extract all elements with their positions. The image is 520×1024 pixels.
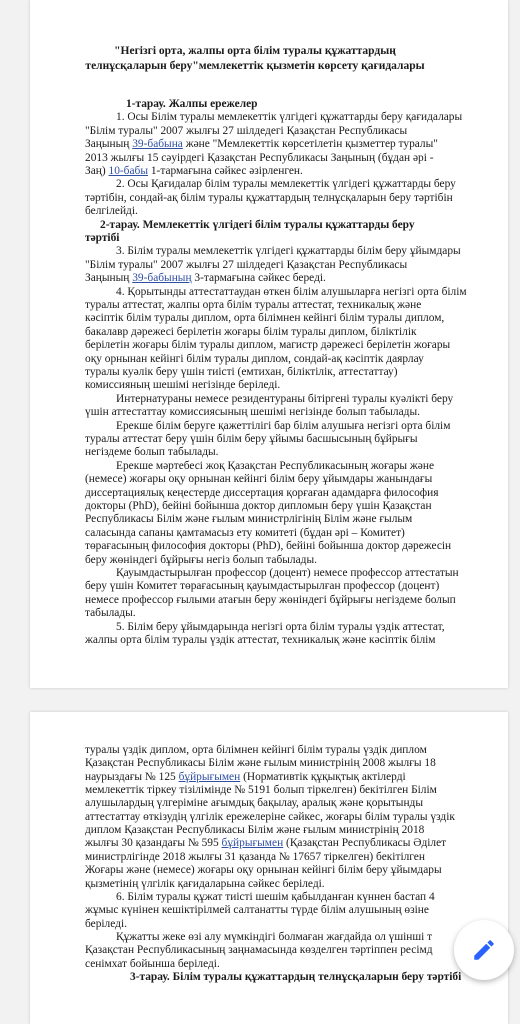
paragraph-line (85, 272, 505, 285)
paragraph-line (85, 878, 505, 891)
paragraph-line (85, 607, 505, 620)
text-run: Интернатураны немесе резидентураны бітіргені туралы куәлікті беру (116, 392, 454, 405)
text-run: беру жөніндегі бұйрығы негіз болып табылады. (85, 553, 317, 566)
text-run: Заң) (85, 165, 109, 177)
text-run: докторы (PhD), бейіні бойынша доктор дипломын беру үшін Қазақстан (85, 500, 432, 512)
paragraph-line (116, 460, 520, 473)
law-reference-link[interactable]: 39-бабының (132, 272, 192, 285)
text-run: туралы аттестат беру үшін білім беру ұйымы басшысының бұйрығы (85, 433, 418, 445)
paragraph-line (116, 286, 520, 299)
paragraph-line (85, 594, 505, 607)
text-run: сенімхат бойынша беріледі. (85, 957, 220, 970)
text-run: төрағасының философия докторы (PhD), бейіні бойынша доктор дәрежесін (85, 540, 452, 553)
text-run: жұмыс күнінен кешіктірілмей салтанатты түрде білім алушының өзіне (85, 904, 429, 917)
paragraph-line (85, 406, 505, 419)
paragraph-line (116, 567, 520, 580)
text-run: 3. Білім туралы мемлекеттік үлгідегі құжаттарды білім беру ұйымдары (116, 245, 461, 258)
text-run: үшін аттестаттау комиссиясының шешімі негізінде болып табылады. (85, 406, 420, 419)
text-run: Республикасы Білім және ғылым министрлігінің Білім және ғылым (85, 513, 413, 526)
text-run: "Білім туралы" 2007 жылғы 27 шілдедегі Қазақстан Республикасы (85, 258, 408, 271)
text-run: Жоғары және (немесе) жоғары оқу орнынан кейінгі білім беру ұйымдары (85, 864, 442, 877)
text-run: 1. Осы Білім туралы мемлекеттік үлгідегі құжаттарды беру қағидалары (116, 111, 463, 124)
paragraph-line (85, 446, 505, 459)
paragraph-line (85, 837, 505, 850)
paragraph-line (85, 165, 505, 178)
text-run: Қазақстан Республикасының заңнамасында көзделген тәртіппен ресімд (85, 944, 433, 957)
paragraph-line (85, 904, 505, 917)
paragraph-line (85, 513, 505, 526)
text-run: наурыздағы № 125 (85, 770, 179, 783)
text-run: қызметінің үлгілік қағидаларына сәйкес беріледі. (85, 877, 325, 890)
text-run: саласында сапаны қамтамасыз ету комитеті (бұдан әрі – Комитет) (85, 526, 405, 539)
paragraph-line (85, 958, 505, 971)
text-run: 1-тармағына сәйкес әзірленген. (147, 165, 303, 177)
text-run: жылғы 30 қазандағы № 595 (85, 837, 222, 850)
paragraph-line (85, 527, 505, 540)
text-run: тәртібі (85, 232, 120, 244)
paragraph-line (116, 891, 520, 904)
text-run: Ерекше білім беруге қажеттілігі бар білім алушыға негізгі орта білім (116, 419, 451, 432)
paragraph-line (116, 393, 520, 406)
text-run: аттестаттау өткізудің үлгілік ережелеріне сәйкес, жоғары білім туралы үздік (85, 810, 455, 823)
paragraph-line (85, 299, 505, 312)
text-run: 3-тарау. Білім туралы құжаттардың телнұсқаларын беру тәртібі (130, 970, 462, 983)
paragraph-line (85, 851, 505, 864)
text-run: 6. Білім туралы құжат тиісті шешім қабылданған күннен бастап 4 (116, 890, 435, 903)
paragraph-line (85, 540, 505, 553)
paragraph-line (116, 111, 520, 124)
paragraph-line (85, 326, 505, 339)
text-run: комиссияның шешімі негізінде беріледі. (85, 379, 281, 392)
text-run: "Білім туралы" 2007 жылғы 27 шілдедегі Қазақстан Республикасы (85, 124, 408, 137)
paragraph-line (85, 487, 505, 500)
text-run: 2. Осы Қағидалар білім туралы мемлекеттік үлгідегі құжаттарды беру (116, 178, 456, 191)
text-run: 1-тарау. Жалпы ережелер (126, 98, 258, 110)
section-heading (130, 971, 520, 984)
text-run: туралы үздік диплом, орта білімнен кейінгі білім туралы үздік диплом (85, 744, 427, 756)
paragraph-line (85, 554, 505, 567)
paragraph-line (85, 757, 505, 770)
text-run: Құжатты жеке өзі алу мүмкіндігі болмаған жағдайда ол үшінші т (116, 930, 433, 943)
paragraph-line (85, 473, 505, 486)
text-run: (Қазақстан Республикасы Әділет (283, 837, 447, 850)
section-heading (126, 98, 520, 111)
paragraph-line (85, 205, 505, 218)
text-run: және "Мемлекеттік көрсетілетін қызметтер туралы" (182, 138, 438, 151)
text-run: 5. Білім беру ұйымдарында негізгі орта білім туралы үздік аттестат, (116, 620, 445, 633)
paragraph-line (85, 864, 505, 877)
law-reference-link[interactable]: 10-бабы (108, 165, 148, 177)
paragraph-line (85, 580, 505, 593)
text-run: Заңының (85, 138, 133, 151)
text-run: министрлігінде 2018 жылғы 31 қазанда № 17657 тіркелген) бекітілген (85, 850, 425, 863)
text-run: Заңының (85, 272, 133, 285)
text-run: Қауымдастырылған профессор (доцент) немесе профессор аттестатын (116, 567, 459, 579)
text-run: белгілейді. (85, 205, 138, 218)
paragraph-line (85, 634, 505, 647)
paragraph-line (85, 339, 505, 352)
paragraph-line (85, 312, 505, 325)
paragraph-line (85, 918, 505, 931)
law-reference-link[interactable]: 39-бабына (132, 138, 183, 151)
paragraph-line (116, 245, 520, 258)
section-heading (85, 232, 505, 245)
paragraph-line (85, 353, 505, 366)
law-reference-link[interactable]: бұйрығымен (178, 770, 241, 783)
text-run: оқу орнынан кейінгі білім туралы диплом, сондай-ақ кәсіптік даярлау (85, 352, 424, 365)
text-run: туралы аттестат, жалпы орта білім туралы аттестат, техникалық және (85, 299, 422, 311)
paragraph-line (85, 811, 505, 824)
title-line-1: "Негізгі орта, жалпы орта білім туралы құжаттардың (114, 45, 396, 57)
paragraph-line (85, 192, 505, 205)
section-heading (100, 219, 520, 232)
paragraph-line (116, 420, 520, 433)
paragraph-line (85, 366, 505, 379)
text-run: мемлекеттік тіркеу тізілімінде № 5191 болып тіркелген) бекітілген Білім (85, 784, 437, 797)
text-run: туралы куәлік беру үшін тиісті (емтихан, біліктілік, аттестаттау) (85, 366, 398, 378)
text-run: 3-тармағына сәйкес береді. (191, 272, 326, 285)
text-run: беріледі. (85, 917, 127, 930)
text-run: бакалавр дәрежесі берілетін жоғары білім туралы диплом, біліктілік (85, 325, 417, 338)
document-title (65, 44, 445, 74)
paragraph-line (85, 152, 505, 165)
text-run: диссертациялық кеңестерде диссертация қорғаған адамдарға философия (85, 486, 439, 499)
title-line-2: телнұсқаларын беру"мемлекеттік қызметін көрсету қағидалары (85, 60, 425, 72)
paragraph-line (85, 744, 505, 757)
text-run: Қазақстан Республикасы Білім және ғылым министрінің 2008 жылғы 18 (85, 757, 436, 770)
text-run: берілетін жоғары білім туралы диплом, магистр дәрежесі берілетін жоғары (85, 339, 451, 352)
text-run: 4. Қорытынды аттестаттаудан өткен білім алушыларға негізгі орта білім (116, 285, 467, 298)
paragraph-line (85, 797, 505, 810)
paragraph-line (85, 433, 505, 446)
edit-fab-button[interactable] (454, 920, 514, 980)
paragraph-line (85, 138, 505, 151)
text-run: 2013 жылғы 15 сәуірдегі Қазақстан Республикасы Заңының (бұдан әрі - (85, 151, 434, 164)
text-run: Ерекше мәртебесі жоқ Қазақстан Республикасының жоғары және (116, 459, 435, 472)
pencil-icon (471, 937, 497, 963)
paragraph-line (85, 500, 505, 513)
text-run: (Нормативтік құқықтық актілерді (240, 770, 406, 783)
paragraph-line (85, 824, 505, 837)
law-reference-link[interactable]: бұйрығымен (221, 837, 284, 850)
paragraph-line (85, 784, 505, 797)
paragraph-line (85, 771, 505, 784)
text-run: кәсіптік білім туралы диплом, орта білімнен кейінгі білім туралы диплом, (85, 312, 445, 325)
text-run: тәртібін, сондай-ақ білім туралы құжаттардың телнұсқаларын беру тәртібін (85, 191, 453, 204)
text-run: немесе профессор ғылыми атағын беру жөніндегі бұйрығы негіздеме болып (85, 593, 456, 606)
text-run: диплом Қазақстан Республикасы Білім және ғылым министрінің 2018 (85, 824, 425, 837)
paragraph-line (85, 259, 505, 272)
text-run: табылады. (85, 607, 136, 620)
text-run: алушылардың үлгеріміне ағымдық бақылау, аралық және қорытынды (85, 797, 423, 810)
paragraph-line (116, 621, 520, 634)
paragraph-line (85, 125, 505, 138)
text-run: беру үшін Комитет төрағасының қауымдастырылған профессор (доцент) (85, 580, 440, 593)
text-run: 2-тарау. Мемлекеттік үлгідегі білім туралы құжаттарды беру (100, 218, 415, 231)
text-run: (немесе) жоғары оқу орнынан кейінгі білім беру ұйымдары жанындағы (85, 473, 433, 486)
text-run: негіздеме болып табылады. (85, 446, 219, 459)
paragraph-line (85, 944, 505, 957)
text-run: жалпы орта білім туралы үздік аттестат, техникалық және кәсіптік білім (85, 634, 436, 646)
paragraph-line (116, 178, 520, 191)
paragraph-line (85, 379, 505, 392)
